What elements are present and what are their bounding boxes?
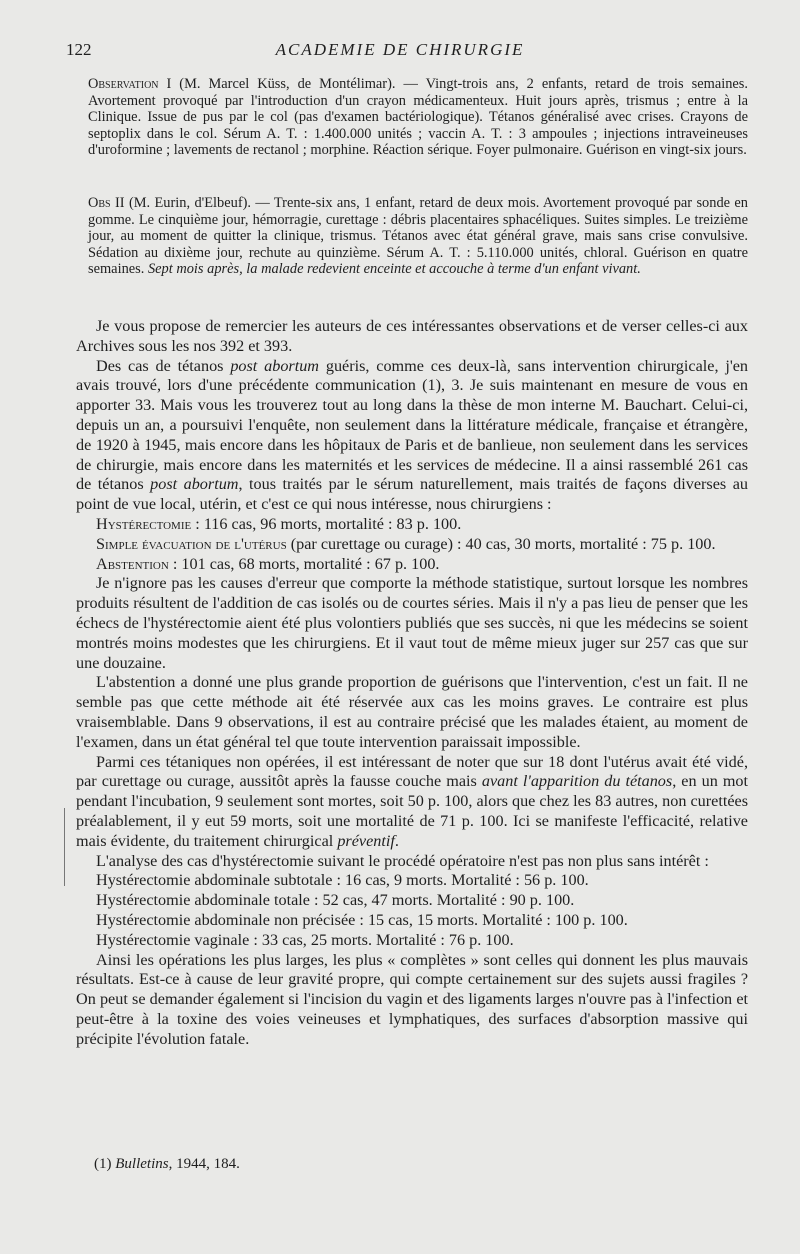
- observation-1: [88, 76, 748, 159]
- main-text: [76, 317, 748, 1049]
- paragraph-6: L'analyse des cas d'hystérectomie suivant le procédé opératoire n'est pas non plus sans intérêt :: [96, 851, 709, 870]
- paragraph-4: L'abstention a donné une plus grande proportion de guérisons que l'intervention, c'est un fait. Il ne semble pas que cette méthode ait été réservée aux cas les moins graves. Le contraire est plus vraisemblable. Dans 9 observations, il est au contraire précisé que les malades étaient, au moment de l'examen, dans un état général tel que toute intervention paraissait impossible.: [76, 673, 748, 751]
- paragraph-3: Je n'ignore pas les causes d'erreur que comporte la méthode statistique, surtout lorsque les nombres produits résultent de l'addition de cas isolés ou de courtes séries. Mais il n'y a pas lieu de penser que les échecs de l'hystérectomie aient été plus volontiers publiés que ses succès, ni que les médecins se soient montrés moins modestes que les chirurgiens. Et il vaut tout de même mieux juger sur 257 cas que sur une douzaine.: [76, 574, 748, 672]
- observation-1-label: Observation: [88, 76, 159, 92]
- stat-abstention: Abstention : 101 cas, 68 morts, mortalité : 67 p. 100.: [96, 554, 440, 573]
- list-item: Hystérectomie abdominale subtotale : 16 cas, 9 morts. Mortalité : 56 p. 100.: [96, 871, 589, 890]
- stat-evacuation: Simple évacuation de l'utérus (par curettage ou curage) : 40 cas, 30 morts, mortalité : 75 p. 100.: [96, 534, 716, 553]
- observation-2-label: Obs: [88, 195, 111, 211]
- footnote: (1) Bulletins, 1944, 184.: [94, 1156, 240, 1172]
- observation-1-text: I (M. Marcel Küss, de Montélimar). — Vingt-trois ans, 2 enfants, retard de trois semaines. Avortement provoqué par l'introduction d'un crayon médicamenteux. Huit jours après, trismus ; entre à la Clinique. Issue de pus par le col (pas d'examen bactériologique). Tétanos généralisé avec crises. Crayons de septoplix dans le col. Sérum A. T. : 1.400.000 unités ; vaccin A. T. : 3 ampoules ; injections intraveineuses d'uroformine ; lavements de rectanol ; morphine. Réaction sérique. Foyer pulmonaire. Guérison en vingt-six jours.: [88, 76, 748, 158]
- page-number: 122: [66, 40, 92, 59]
- observation-2-text: II (M. Eurin, d'Elbeuf). — Trente-six ans, 1 enfant, retard de deux mois. Avortement provoqué par sonde en gomme. Le cinquième jour, hémorragie, curettage : débris placentaires sphacéliques. Suites simples. Le treizième jour, au moment de quitter la clinique, trismus. Tétanos avec état général grave, mais sans crise convulsive. Sédation au dixième jour, rechute au quinzième. Sérum A. T. : 5.110.000 unités, chloral. Guérison en quatre semaines.: [88, 195, 748, 277]
- stat-hysterectomy: Hystérectomie : 116 cas, 96 morts, mortalité : 83 p. 100.: [96, 514, 462, 533]
- paragraph-2: Des cas de tétanos post abortum guéris, comme ces deux-là, sans intervention chirurgicale, j'en avais trouvé, lors d'une précédente communication (1), 3. Je suis maintenant en mesure de vous en apporter 33. Mais vous les trouverez tout au long dans la thèse de mon interne M. Bauchart. Celui-ci, depuis un an, a poursuivi l'enquête, non seulement dans la littérature médicale, française et étrangère, de 1920 à 1945, mais encore dans les hôpitaux de Paris et de banlieue, non seulement dans les services de chirurgie, mais encore dans les maternités et les services de médecine. Il a ainsi rassemblé 261 cas de tétanos post abortum, tous traités par le sérum naturellement, mais traités de façons diverses au point de vue local, utérin, et c'est ce qui nous intéresse, nous chirurgiens :: [76, 356, 749, 514]
- list-item: Hystérectomie vaginale : 33 cas, 25 morts. Mortalité : 76 p. 100.: [96, 930, 514, 949]
- observation-2-italic: Sept mois après, la malade redevient enceinte et accouche à terme d'un enfant vivant.: [147, 261, 641, 277]
- list-item: Hystérectomie abdominale totale : 52 cas, 47 morts. Mortalité : 90 p. 100.: [96, 891, 575, 910]
- paragraph-1: Je vous propose de remercier les auteurs de ces intéressantes observations et de verser celles-ci aux Archives sous les nos 392 et 393.: [76, 317, 748, 355]
- paragraph-5: Parmi ces tétaniques non opérées, il est intéressant de noter que sur 18 dont l'utérus avait été vidé, par curettage ou curage, aussitôt après la fausse couche mais avant l'apparition du tétanos, en un mot pendant l'incubation, 9 seulement sont mortes, soit 50 p. 100, alors que chez les 83 autres, non curettées préalablement, il y eut 59 morts, soit une mortalité de 71 p. 100. Ici se manifeste l'efficacité, relative mais évidente, du traitement chirurgical préventif.: [76, 752, 749, 850]
- page-header: [66, 40, 734, 64]
- list-item: Hystérectomie abdominale non précisée : 15 cas, 15 morts. Mortalité : 100 p. 100.: [96, 910, 628, 929]
- observation-2: [88, 195, 748, 278]
- running-head: ACADEMIE DE CHIRURGIE: [275, 40, 525, 59]
- paragraph-7: Ainsi les opérations les plus larges, les plus « complètes » sont celles qui donnent les plus mauvais résultats. Est-ce à cause de leur gravité propre, qui compte certainement sur des sujets aussi fragiles ? On peut se demander également si l'incision du vagin et des ligaments larges n'ouvre pas à l'infection et peut-être à la toxine des voies veineuses et lymphatiques, des surfaces d'absorption massive qui précipite l'évolution fatale.: [76, 950, 748, 1048]
- margin-mark: [64, 808, 65, 886]
